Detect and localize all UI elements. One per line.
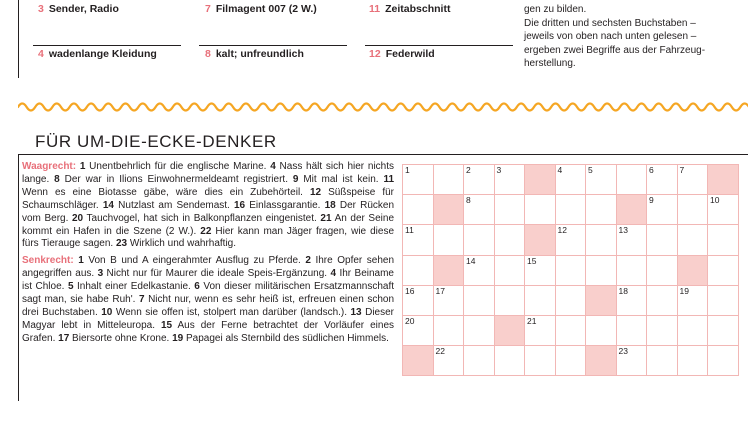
clue-text: Der war in Ilions Einwohnermeldeamt registriert.	[64, 173, 288, 185]
down-clue	[78, 255, 301, 266]
grid-cell[interactable]	[586, 315, 617, 345]
grid-cell[interactable]	[647, 195, 678, 225]
grid-row	[403, 315, 739, 345]
grid-cell[interactable]	[464, 165, 495, 195]
cell-number: 15	[527, 255, 537, 266]
grid-cell[interactable]	[433, 225, 464, 255]
grid-cell[interactable]	[586, 165, 617, 195]
grid-row	[403, 165, 739, 195]
clue-number: 14	[102, 199, 114, 211]
clue-number: 1	[78, 255, 84, 267]
grid-cell[interactable]	[403, 195, 434, 225]
grid-block-cell	[586, 346, 617, 376]
grid-cell[interactable]	[464, 346, 495, 376]
clues-across	[22, 161, 394, 251]
clue-number: 4	[330, 268, 337, 280]
grid-cell[interactable]	[647, 346, 678, 376]
grid-cell[interactable]	[616, 285, 647, 315]
grid-cell[interactable]	[586, 225, 617, 255]
cell-number: 8	[466, 195, 471, 206]
top-clue-4: 4 wadenlange Kleidung	[38, 48, 157, 60]
clue-number: 23	[115, 238, 128, 250]
grid-cell[interactable]	[586, 195, 617, 225]
grid-cell[interactable]	[555, 315, 586, 345]
grid-cell[interactable]	[616, 255, 647, 285]
clue-text: Dieser Magyar lebt in Mitteleuropa.	[22, 306, 394, 331]
down-label: Senkrecht:	[22, 255, 74, 267]
grid-cell[interactable]	[494, 225, 525, 255]
cell-number: 11	[405, 225, 414, 236]
clue-number: 3	[97, 268, 104, 280]
grid-cell[interactable]	[464, 255, 495, 285]
grid-cell[interactable]	[555, 225, 586, 255]
down-clue	[98, 268, 328, 279]
grid-cell[interactable]	[403, 285, 434, 315]
grid-block-cell	[586, 285, 617, 315]
cell-number: 21	[527, 315, 537, 326]
down-clue	[58, 333, 169, 344]
grid-cell[interactable]	[464, 225, 495, 255]
clue-text: Süßspeise für Schaumschläger.	[22, 186, 394, 211]
top-clue-3: 3 Sender, Radio	[38, 3, 119, 15]
clue-number: 16	[233, 199, 246, 211]
grid-cell[interactable]	[525, 195, 556, 225]
across-clue	[293, 174, 379, 185]
clue-number: 9	[292, 173, 299, 185]
clue-text: Mit mal ist kein.	[303, 173, 379, 185]
cell-number: 6	[649, 165, 654, 175]
grid-row	[403, 225, 739, 255]
grid-cell[interactable]	[464, 315, 495, 345]
grid-cell[interactable]	[555, 255, 586, 285]
clue-text: Biersorte ohne Krone.	[72, 332, 170, 344]
clue-number: 11	[383, 173, 395, 185]
top-clue-7: 7 Filmagent 007 (2 W.)	[205, 3, 317, 15]
cell-number: 14	[466, 255, 476, 266]
answer-line	[199, 45, 347, 46]
clue-number: 5	[67, 281, 74, 293]
across-clue	[234, 200, 320, 211]
left-rule-top	[18, 0, 19, 78]
clue-number: 13	[350, 306, 362, 318]
left-rule-bottom	[18, 155, 19, 401]
grid-cell[interactable]	[555, 165, 586, 195]
grid-cell[interactable]	[647, 315, 678, 345]
grid-cell[interactable]	[433, 285, 464, 315]
grid-cell[interactable]	[647, 165, 678, 195]
across-label: Waagrecht:	[22, 161, 77, 172]
grid-row	[403, 255, 739, 285]
answer-line	[365, 45, 513, 46]
intro-line: jeweils von oben nach unten gelesen –	[524, 31, 697, 43]
cell-number: 4	[557, 165, 563, 175]
clue-text: Tauchvogel, hat sich in Balkonpflanzen eingenistet.	[86, 212, 317, 224]
grid-block-cell	[433, 255, 464, 285]
grid-cell[interactable]	[555, 346, 586, 376]
grid-cell[interactable]	[708, 195, 739, 225]
grid-cell[interactable]	[677, 165, 708, 195]
grid-cell[interactable]	[708, 225, 739, 255]
clue-number: 4	[270, 161, 276, 172]
grid-cell[interactable]	[616, 225, 647, 255]
clue-number: 20	[71, 212, 84, 224]
clue-text: Nutzlast am Sendemast.	[118, 199, 230, 211]
grid-cell[interactable]	[647, 255, 678, 285]
grid-cell[interactable]	[403, 255, 434, 285]
top-clue-12: 12 Federwild	[369, 48, 435, 60]
intro-line: Die dritten und sechsten Buchstaben –	[524, 17, 696, 29]
grid-cell[interactable]	[677, 346, 708, 376]
clue-text: Inhalt einer Edelkastanie.	[77, 281, 191, 293]
grid-cell[interactable]	[464, 195, 495, 225]
intro-line: ergeben zwei Begriffe aus der Fahrzeug-	[524, 44, 706, 56]
grid-block-cell	[433, 195, 464, 225]
top-clue-8: 8 kalt; unfreundlich	[205, 48, 304, 60]
cell-number: 5	[588, 165, 593, 175]
grid-cell[interactable]	[677, 315, 708, 345]
grid-cell[interactable]	[616, 346, 647, 376]
grid-cell[interactable]	[647, 225, 678, 255]
clues-down	[22, 255, 394, 345]
cell-number: 10	[710, 195, 720, 206]
grid-cell[interactable]	[433, 165, 464, 195]
grid-row	[403, 346, 739, 376]
grid-block-cell	[525, 165, 556, 195]
grid-cell[interactable]	[525, 315, 556, 345]
grid-cell[interactable]	[433, 315, 464, 345]
down-clue	[172, 333, 389, 344]
grid-row	[403, 285, 739, 315]
grid-cell[interactable]	[403, 315, 434, 345]
grid-cell[interactable]	[525, 346, 556, 376]
grid-block-cell	[403, 346, 434, 376]
clue-number: 22	[200, 225, 212, 237]
grid-block-cell	[525, 225, 556, 255]
cell-number: 18	[618, 285, 628, 296]
grid-cell[interactable]	[616, 165, 647, 195]
grid-cell[interactable]	[708, 346, 739, 376]
cell-number: 3	[496, 165, 502, 175]
intro-line: herstellung.	[524, 58, 576, 70]
clue-text: Wenn es eine Biotasse gäbe, wäre dies ein Zubehörteil.	[22, 186, 303, 198]
cell-number: 13	[618, 225, 628, 236]
grid-cell[interactable]	[677, 195, 708, 225]
clue-text: Nicht nur, wenn es sehr heiß ist, erfreuen einen schon drei Buchstaben.	[22, 294, 395, 318]
cell-number: 23	[618, 346, 628, 357]
clue-text: Einlassgarantie.	[249, 199, 321, 211]
clue-number: 15	[160, 319, 173, 331]
cell-number: 19	[679, 285, 689, 296]
grid-cell[interactable]	[677, 285, 708, 315]
grid-cell[interactable]	[677, 225, 708, 255]
grid-block-cell	[494, 315, 525, 345]
down-clue	[101, 307, 347, 318]
clue-text: Papagei als Sternbild des südlichen Himmels.	[186, 332, 389, 344]
clue-number: 17	[58, 332, 70, 344]
cell-number: 7	[679, 165, 685, 175]
wavy-divider	[18, 100, 748, 114]
grid-cell[interactable]	[708, 285, 739, 315]
clue-text: Nass hält sich hier nichts lange.	[22, 161, 395, 185]
grid-cell[interactable]	[464, 285, 495, 315]
crossword-grid	[402, 164, 739, 376]
clue-text: Wenn sie offen ist, stolpert man darüber (landsch.).	[115, 306, 348, 318]
grid-row	[403, 195, 739, 225]
across-clue	[116, 238, 236, 249]
grid-cell[interactable]	[586, 255, 617, 285]
grid-cell[interactable]	[433, 346, 464, 376]
grid-cell[interactable]	[555, 285, 586, 315]
clue-number: 2	[305, 255, 311, 267]
clue-text: Nicht nur für Maurer die ideale Speis-Ergänzung.	[106, 268, 328, 280]
grid-cell[interactable]	[616, 315, 647, 345]
clue-number: 18	[324, 199, 336, 211]
grid-cell[interactable]	[403, 225, 434, 255]
grid-block-cell	[616, 195, 647, 225]
across-clue	[103, 200, 230, 211]
clue-text: Ihr Beiname ist Chloe.	[22, 268, 394, 293]
section-title: FÜR UM-DIE-ECKE-DENKER	[35, 132, 277, 151]
cell-number: 9	[649, 195, 654, 206]
grid-cell[interactable]	[647, 285, 678, 315]
clue-text: Aus der Ferne betrachtet der Vorläufer eines Grafen.	[22, 319, 395, 344]
top-clue-11: 11 Zeitabschnitt	[369, 3, 451, 15]
grid-cell[interactable]	[494, 346, 525, 376]
clue-number: 12	[309, 186, 322, 198]
grid-cell[interactable]	[708, 255, 739, 285]
clue-text: Ihre Opfer sehen angegriffen aus.	[22, 255, 395, 280]
grid-block-cell	[708, 165, 739, 195]
answer-line	[33, 45, 181, 46]
grid-cell[interactable]	[494, 165, 525, 195]
grid-cell[interactable]	[525, 285, 556, 315]
clue-number: 10	[101, 306, 113, 318]
grid-cell[interactable]	[494, 195, 525, 225]
clue-number: 6	[194, 281, 200, 293]
grid-cell[interactable]	[555, 195, 586, 225]
clue-text: Unentbehrlich für die englische Marine.	[89, 161, 267, 172]
grid-cell[interactable]	[708, 315, 739, 345]
across-clue	[80, 161, 267, 172]
cell-number: 1	[405, 165, 410, 175]
grid-cell[interactable]	[525, 255, 556, 285]
clue-text: Wirklich und wahrhaftig.	[129, 238, 237, 250]
cell-number: 17	[435, 285, 445, 296]
across-clue	[72, 213, 317, 224]
grid-cell[interactable]	[494, 255, 525, 285]
cell-number: 22	[435, 346, 445, 357]
clue-number: 8	[54, 173, 60, 185]
clue-number: 21	[320, 212, 332, 224]
clue-text: An der Seine kommt ein Hafen in die Szene (2 W.).	[22, 212, 395, 237]
title-rule	[18, 154, 748, 155]
puzzle-intro	[524, 3, 744, 71]
clue-number: 7	[138, 294, 145, 306]
down-clue	[68, 281, 191, 292]
cell-number: 12	[557, 225, 567, 236]
grid-cell[interactable]	[494, 285, 525, 315]
clue-text: Hier kann man Jäger fragen, wie diese fürs Tierauge sagen.	[22, 225, 395, 250]
intro-line: gen zu bilden.	[524, 4, 587, 15]
cell-number: 2	[466, 165, 471, 175]
across-clue	[54, 174, 288, 185]
clue-number: 1	[79, 161, 86, 172]
grid-block-cell	[677, 255, 708, 285]
cell-number: 16	[405, 285, 415, 296]
clue-text: Der Rücken vom Berg.	[22, 199, 395, 224]
crossword-clues	[22, 161, 394, 350]
cell-number: 20	[405, 315, 415, 326]
clue-number: 19	[172, 332, 184, 344]
clue-text: Von dieser militärischen Ersatzmannschaft sagt man, sie habe Ruh'.	[22, 281, 394, 306]
clue-text: Von B und A eingerahmter Ausflug zu Pferde.	[88, 255, 301, 267]
grid-cell[interactable]	[403, 165, 434, 195]
